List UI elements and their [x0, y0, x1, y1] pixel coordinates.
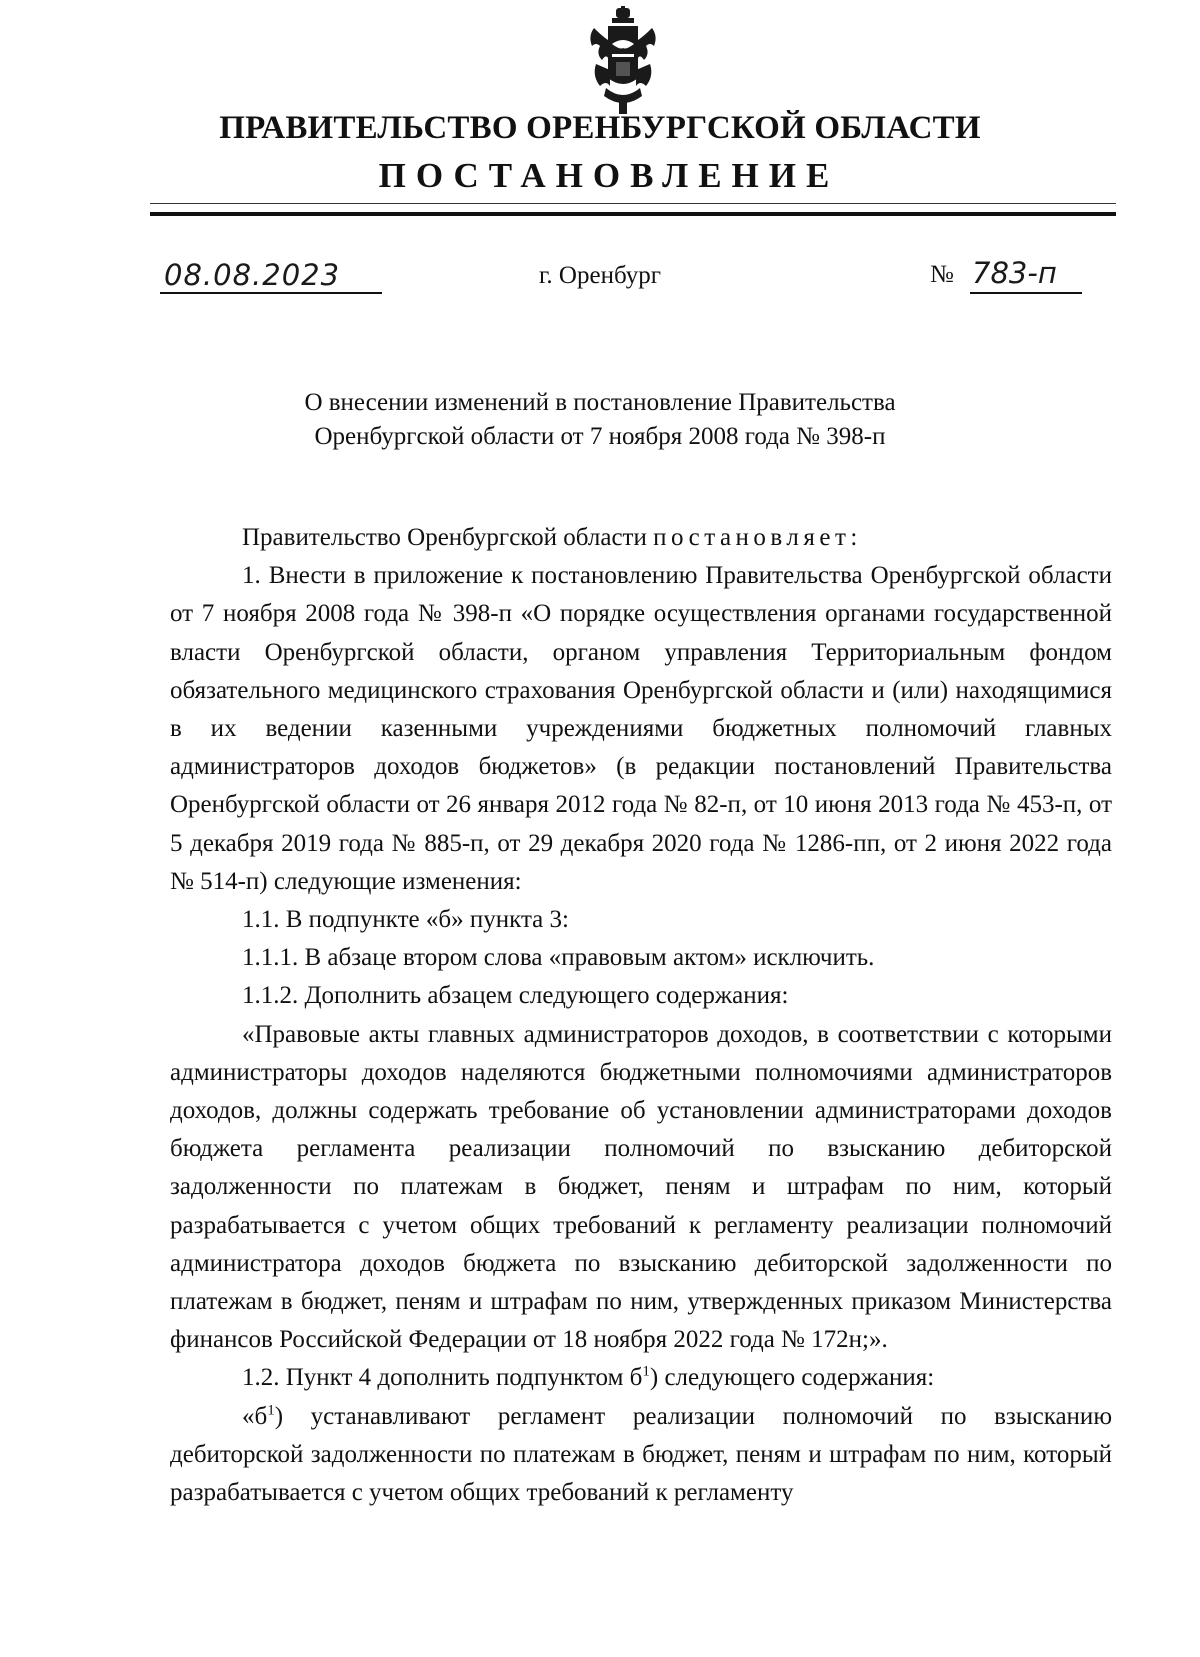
- organization-title: ПРАВИТЕЛЬСТВО ОРЕНБУРГСКОЙ ОБЛАСТИ: [219, 110, 981, 146]
- quoted-paragraph-2: [170, 1398, 1112, 1513]
- subject-line-1: О внесении изменений в постановление Правительства: [304, 389, 896, 416]
- header-thick-rule: [150, 212, 1116, 216]
- subject-line-2: Оренбургской области от 7 ноября 2008 года № 398-п: [314, 423, 886, 450]
- document-type-title: ПОСТАНОВЛЕНИЕ: [378, 156, 840, 195]
- paragraph-1-2-text: 1.2. Пункт 4 дополнить подпунктом б: [242, 1364, 643, 1392]
- number-underline: [970, 292, 1082, 294]
- preamble: [170, 519, 1112, 557]
- paragraph-1-1: 1.1. В подпункте «б» пункта 3:: [242, 906, 569, 934]
- paragraph-1: 1. Внести в приложение к постановлению Правительства Оренбургской области от 7 ноября 2008 года № 398-п «О порядке осуществления органами государственной власти Оренбургской области, органом управления Территориальным фондом обязательного медицинского страхования Оренбургской области и (или) находящимися в их ведении казенными учреждениями бюджетных полномочий главных администраторов доходов бюджетов» (в редакции постановлений Правительства Оренбургской области от 26 января 2012 года № 82-п, от 10 июня 2013 года № 453-п, от 5 декабря 2019 года № 885-п, от 29 декабря 2020 года № 1286-пп, от 2 июня 2022 года № 514-п) следующие изменения:: [170, 562, 1112, 895]
- date-underline: [160, 292, 382, 294]
- preamble-lead: Правительство Оренбургской области: [242, 524, 647, 551]
- quote-2-text: ) устанавливают регламент реализации полномочий по взысканию дебиторской задолженности по платежам в бюджет, пеням и штрафам по ним, который разрабатывается с учетом общих требований к регламенту: [170, 1402, 1112, 1507]
- quote-2-lead: «б: [242, 1402, 268, 1430]
- paragraph-1-1-1: 1.1.1. В абзаце втором слова «правовым актом» исключить.: [242, 944, 875, 972]
- superscript: 1: [267, 1402, 275, 1419]
- document-city: г. Оренбург: [539, 262, 661, 289]
- document-date: 08.08.2023: [164, 258, 341, 292]
- number-sign: №: [930, 261, 954, 288]
- paragraph-1-2-tail: ) следующего содержания:: [649, 1364, 935, 1392]
- paragraph-1-2: [170, 1359, 1112, 1397]
- document-number: 783-п: [972, 256, 1057, 290]
- paragraph-1-1-2: 1.1.2. Дополнить абзацем следующего содержания:: [242, 982, 789, 1010]
- quoted-paragraph-1: «Правовые акты главных администраторов доходов, в соответствии с которыми администраторы доходов наделяются бюджетными полномочиями администраторов доходов, должны содержать требование об установлении администраторами доходов бюджета регламента реализации полномочий по взысканию дебиторской задолженности по платежам в бюджет, пеням и штрафам по ним, который разрабатывается с учетом общих требований к регламенту реализации полномочий администратора доходов бюджета по взысканию дебиторской задолженности по платежам в бюджет, пеням и штрафам по ним, утвержденных приказом Министерства финансов Российской Федерации от 18 ноября 2022 года № 172н;».: [170, 1020, 1112, 1354]
- coat-of-arms-icon: [586, 6, 660, 116]
- preamble-verb: постановляет:: [653, 524, 862, 551]
- document-subject: [0, 386, 1200, 454]
- document-body: [170, 519, 1112, 1512]
- document-number-field: [930, 258, 1090, 294]
- header-thin-rule: [150, 203, 1116, 204]
- superscript: 1: [642, 1364, 650, 1381]
